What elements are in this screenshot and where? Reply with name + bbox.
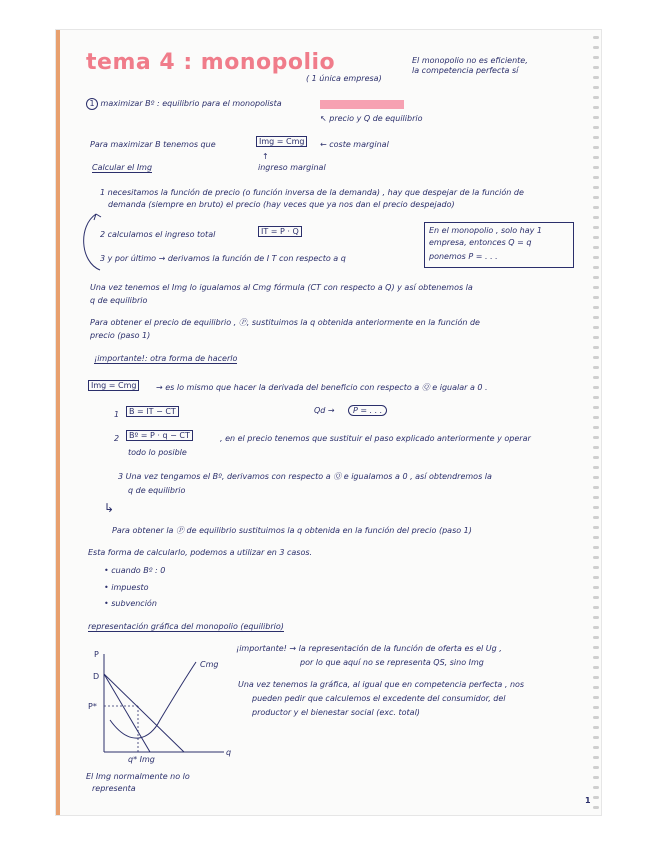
graph-label-pstar: P* — [88, 702, 97, 711]
section-number: 1 — [86, 98, 98, 110]
graph-caption-line-2: representa — [92, 784, 136, 793]
ow-step-1-num: 1 — [114, 410, 120, 419]
after-steps-line-2: q de equilibrio — [90, 296, 148, 305]
side-note-line-2: la competencia perfecta sí — [412, 66, 519, 75]
side-note-line-1: El monopolio no es eficiente, — [412, 56, 528, 65]
price-eq-line-2: precio (paso 1) — [90, 331, 151, 340]
graph-heading: representación gráfica del monopolio (equilibrio) — [88, 622, 284, 631]
up-arrow: ↑ — [262, 152, 269, 161]
ingreso-label: ingreso marginal — [258, 163, 326, 172]
box-note-line-2: empresa, entonces Q = q — [429, 238, 532, 247]
ow-step-2-formula: Bº = P · q − CT — [126, 430, 193, 441]
after-steps-line-1: Una vez tenemos el Img lo igualamos al Cmg fórmula (CT con respecto a Q) y así obtenemos la — [90, 283, 473, 292]
graph-text-line-3: productor y el bienestar social (exc. total) — [252, 708, 420, 717]
ow-price: Para obtener la Ⓟ de equilibrio sustituimos la q obtenida en la función del precio (paso 1) — [112, 526, 472, 535]
arrow-note: ↖ precio y Q de equilibrio — [320, 114, 423, 123]
title-note: ( 1 única empresa) — [306, 74, 382, 83]
important-heading: ¡importante!: otra forma de hacerlo — [94, 354, 238, 363]
case-1: • cuando Bº : 0 — [104, 566, 166, 575]
curved-arrow: ↳ — [104, 501, 115, 515]
three-cases-intro: Esta forma de calcularlo, podemos a utilizar en 3 casos. — [88, 548, 313, 557]
graph-label-cmg: Cmg — [200, 660, 219, 669]
ow-step-3-line-2: q de equilibrio — [128, 486, 186, 495]
img-line — [104, 674, 150, 752]
case-2: • impuesto — [104, 583, 149, 592]
graph-label-p: P — [94, 650, 99, 659]
step-3: 3 y por último → derivamos la función de I T con respecto a q — [100, 254, 346, 263]
graph-label-d: D — [93, 672, 100, 681]
qd-box: P = . . . — [348, 405, 387, 416]
graph-text-line-1: Una vez tenemos la gráfica, al igual que en competencia perfecta , nos — [238, 680, 525, 689]
arrow-note-text: precio y Q de equilibrio — [329, 114, 423, 123]
section-1-heading-text: maximizar Bº : equilibrio para el monopolista — [100, 99, 282, 108]
graph-text-line-2: pueden pedir que calculemos el excedente del consumidor, del — [252, 694, 506, 703]
graph-label-qstar: q* Img — [128, 755, 155, 764]
qd-label: Qd → — [314, 406, 335, 415]
step-2-label: 2 calculamos el ingreso total — [100, 230, 216, 239]
cost-label: ← coste marginal — [320, 140, 389, 149]
calc-img: Calcular el Img — [92, 163, 153, 172]
box-note-line-1: En el monopolio , solo hay 1 — [429, 226, 543, 235]
graph-important-line-2: por lo que aquí no se representa QS, sino Img — [300, 658, 484, 667]
case-3: • subvención — [104, 599, 157, 608]
price-eq-line-1: Para obtener el precio de equilibrio , Ⓟ, sustituimos la q obtenida anteriormente en la función de — [90, 318, 480, 327]
step-2-formula: IT = P · Q — [258, 226, 302, 237]
other-way-text: → es lo mismo que hacer la derivada del beneficio con respecto a Ⓠ e igualar a 0 . — [156, 383, 488, 392]
ow-step-2-text: , en el precio tenemos que sustituir el paso explicado anteriormente y operar — [220, 434, 531, 443]
cmg-curve — [110, 662, 196, 738]
demand-line — [104, 674, 184, 752]
step-1-line-2: demanda (siempre en bruto) el precio (hay veces que ya nos dan el precio despejado) — [108, 200, 455, 209]
maximize-line: Para maximizar B tenemos que — [90, 140, 216, 149]
img-eq-cmg-box: Img = Cmg — [256, 136, 307, 147]
step-1-line-1: 1 necesitamos la función de precio (o función inversa de la demanda) , hay que despejar de la función de — [100, 188, 524, 197]
page-number: 1 — [585, 796, 591, 805]
box-note-line-3: ponemos P = . . . — [429, 252, 498, 261]
other-way-formula: Img = Cmg — [88, 380, 139, 391]
ow-step-2-text2: todo lo posible — [128, 448, 187, 457]
ow-step-1-formula: B = IT − CT — [126, 406, 179, 417]
graph-label-q: q — [226, 748, 232, 757]
graph-caption-line-1: El Img normalmente no lo — [86, 772, 190, 781]
ow-step-3-line-1: 3 Una vez tengamos el Bº, derivamos con respecto a Ⓠ e igualamos a 0 , así obtendremos la — [118, 472, 492, 481]
ow-step-2-num: 2 — [114, 434, 120, 443]
page-title: tema 4 : monopolio — [86, 50, 336, 75]
graph-important-line-1: ¡importante! → la representación de la función de oferta es el Ug , — [236, 644, 502, 653]
